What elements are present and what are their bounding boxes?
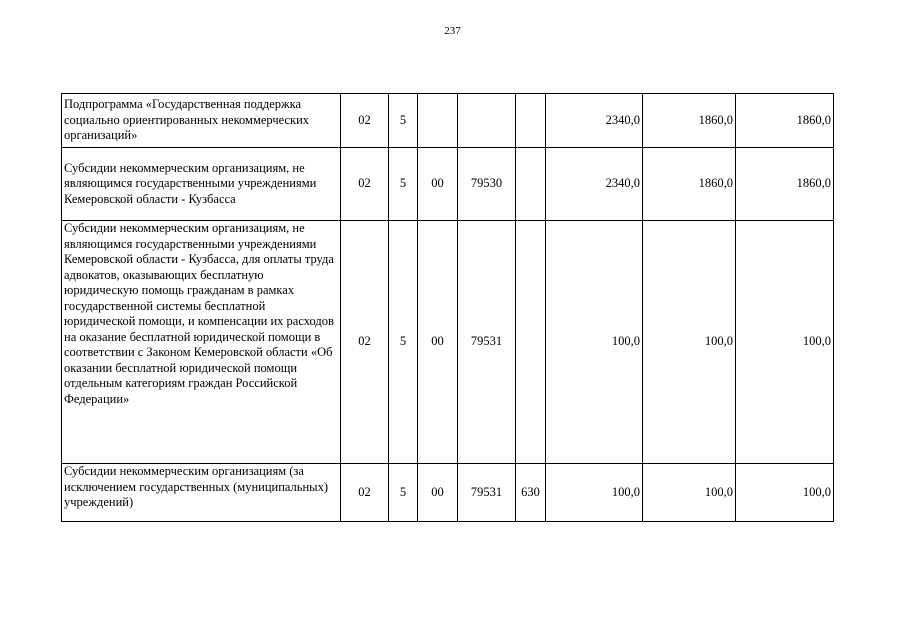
value-year-1: 100,0 (546, 464, 643, 522)
section-code: 02 (341, 464, 389, 522)
subprogram-code: 5 (389, 148, 418, 221)
table-row (62, 221, 834, 464)
value-year-1: 2340,0 (546, 94, 643, 148)
table-row (62, 464, 834, 522)
expense-type-code: 630 (516, 464, 546, 522)
direction-code: 79531 (458, 464, 516, 522)
value-year-1: 2340,0 (546, 148, 643, 221)
value-year-2: 1860,0 (643, 94, 736, 148)
value-year-2: 100,0 (643, 221, 736, 464)
direction-code: 79530 (458, 148, 516, 221)
value-year-3: 100,0 (736, 221, 834, 464)
value-year-2: 1860,0 (643, 148, 736, 221)
main-activity-code: 00 (418, 464, 458, 522)
value-year-3: 1860,0 (736, 94, 834, 148)
expense-type-code (516, 148, 546, 221)
value-year-2: 100,0 (643, 464, 736, 522)
value-year-3: 100,0 (736, 464, 834, 522)
expense-type-code (516, 94, 546, 148)
budget-table (61, 93, 834, 522)
subprogram-code: 5 (389, 464, 418, 522)
page-number: 237 (444, 25, 461, 37)
expense-type-code (516, 221, 546, 464)
main-activity-code: 00 (418, 221, 458, 464)
table-row (62, 148, 834, 221)
row-name: Субсидии некоммерческим организациям, не являющимся государственными учреждениями Кемеровской области - Кузбасса, для оплаты труда адвокатов, оказывающих бесплатную юридическую помощь гражданам в рамках государственной системы бесплатной юридической помощи, и компенсации их расходов на оказание бесплатной юридической помощи в соответствии с Законом Кемеровской области «Об оказании бесплатной юридической помощи отдельным категориям граждан Российской Федерации» (62, 221, 341, 464)
subprogram-code: 5 (389, 221, 418, 464)
section-code: 02 (341, 221, 389, 464)
row-name: Субсидии некоммерческим организациям (за исключением государственных (муниципальных) учреждений) (62, 464, 341, 522)
table-row (62, 94, 834, 148)
subprogram-code: 5 (389, 94, 418, 148)
value-year-1: 100,0 (546, 221, 643, 464)
value-year-3: 1860,0 (736, 148, 834, 221)
direction-code (458, 94, 516, 148)
main-activity-code (418, 94, 458, 148)
row-name: Подпрограмма «Государственная поддержка социально ориентированных некоммерческих организаций» (62, 94, 341, 148)
section-code: 02 (341, 148, 389, 221)
main-activity-code: 00 (418, 148, 458, 221)
row-name: Субсидии некоммерческим организациям, не являющимся государственными учреждениями Кемеровской области - Кузбасса (62, 148, 341, 221)
section-code: 02 (341, 94, 389, 148)
direction-code: 79531 (458, 221, 516, 464)
